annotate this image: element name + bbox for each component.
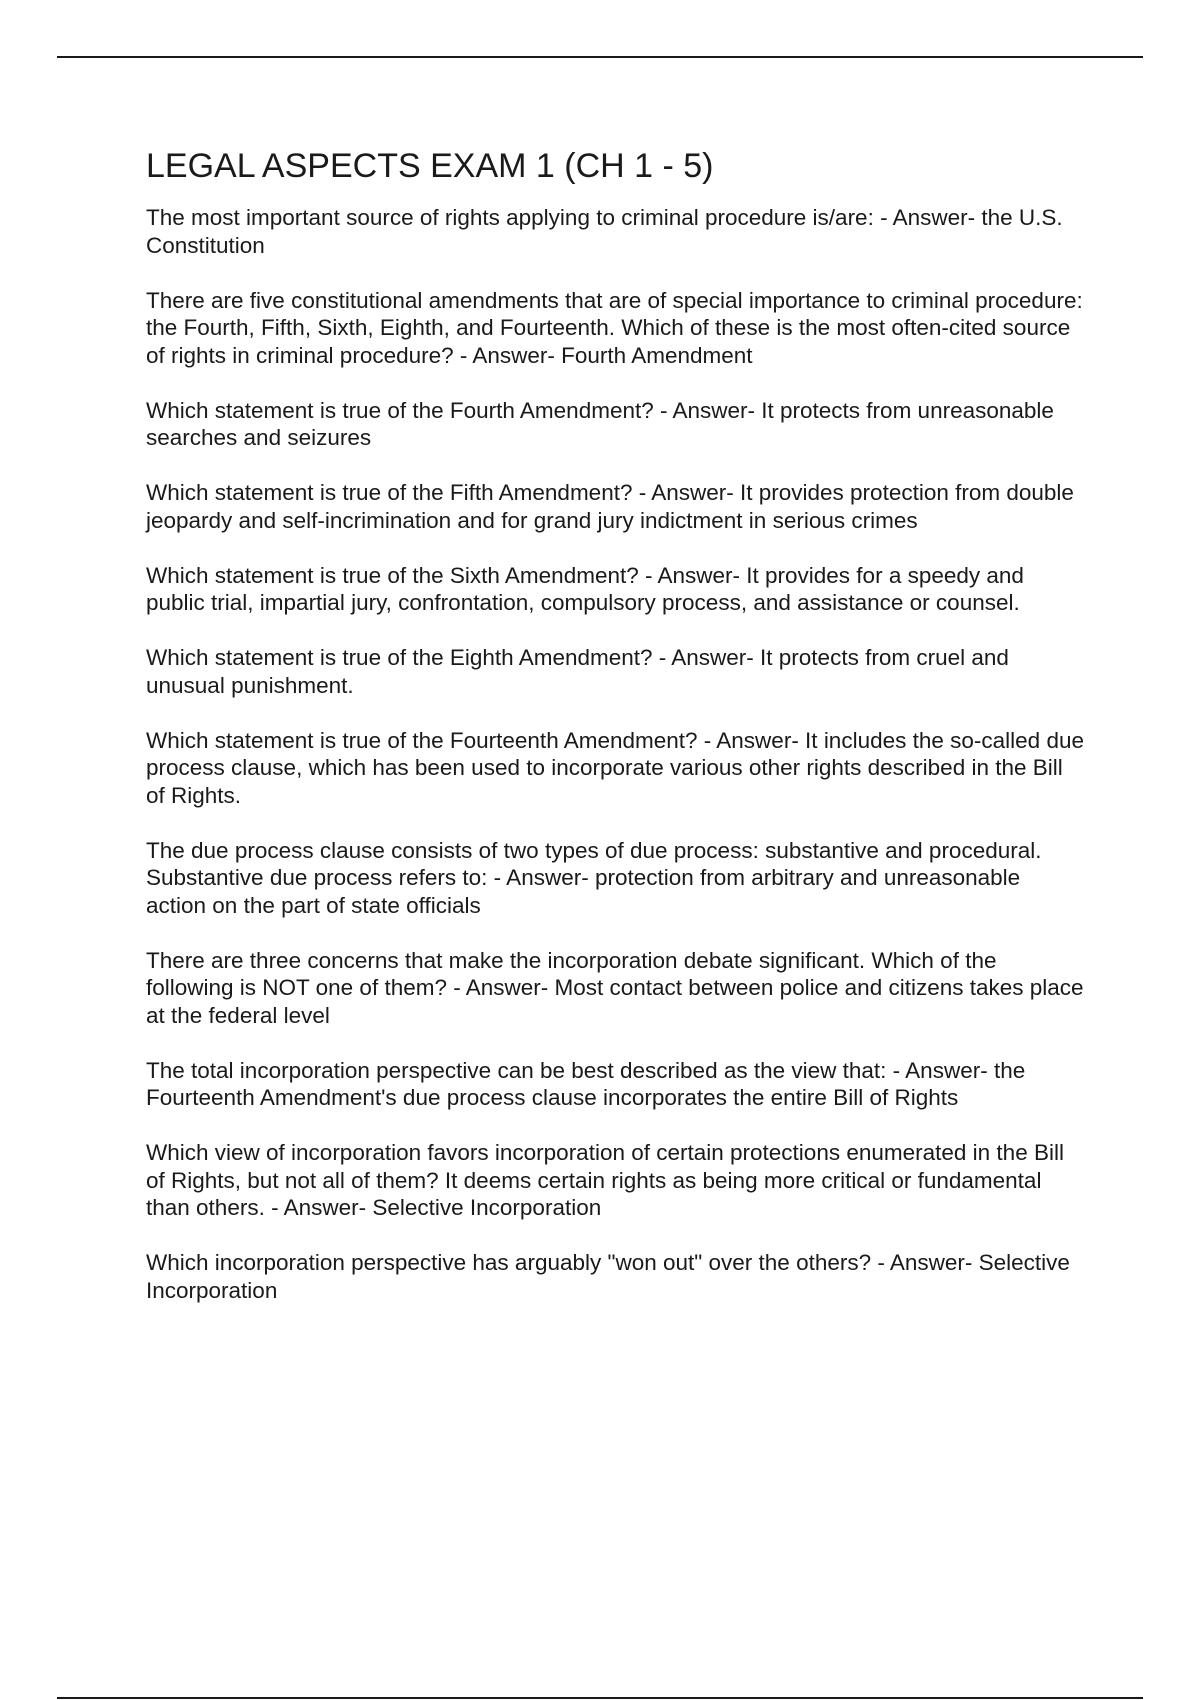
qa-entry-4: Which statement is true of the Fifth Amendment? - Answer- It provides protection from double jeopardy and self-incrimination and for grand jury indictment in serious crimes xyxy=(146,480,1074,533)
qa-entry-11: Which view of incorporation favors incorporation of certain protections enumerated in the Bill of Rights, but not all of them? It deems certain rights as being more critical or fundamental than others. - Answer- Selective Incorporation xyxy=(146,1140,1064,1220)
header-rule xyxy=(57,56,1143,58)
qa-entry-6: Which statement is true of the Eighth Amendment? - Answer- It protects from cruel and unusual punishment. xyxy=(146,645,1009,698)
document-body xyxy=(146,142,1086,1332)
qa-entry-5: Which statement is true of the Sixth Amendment? - Answer- It provides for a speedy and public trial, impartial jury, confrontation, compulsory process, and assistance or counsel. xyxy=(146,562,1024,615)
qa-entry-7: Which statement is true of the Fourteenth Amendment? - Answer- It includes the so-called due process clause, which has been used to incorporate various other rights described in the Bill of Rights. xyxy=(146,727,1084,808)
qa-entry-10: The total incorporation perspective can be best described as the view that: - Answer- the Fourteenth Amendment's due process clause incorporates the entire Bill of Rights xyxy=(146,1057,1026,1110)
qa-entry-12: Which incorporation perspective has arguably "won out" over the others? - Answer- Selective Incorporation xyxy=(146,1250,1070,1303)
qa-entry-3: Which statement is true of the Fourth Amendment? - Answer- It protects from unreasonable searches and seizures xyxy=(146,397,1054,450)
qa-entry-1: The most important source of rights applying to criminal procedure is/are: - Answer- the U.S. Constitution xyxy=(146,205,1063,258)
footer-rule xyxy=(57,1697,1143,1699)
qa-entry-8: The due process clause consists of two types of due process: substantive and procedural. Substantive due process refers to: - Answer- protection from arbitrary and unreasonable action on the part of state officials xyxy=(146,837,1042,918)
document-title: LEGAL ASPECTS EXAM 1 (CH 1 - 5) xyxy=(146,147,714,185)
qa-entry-2: There are five constitutional amendments that are of special importance to criminal procedure: the Fourth, Fifth, Sixth, Eighth, and Fourteenth. Which of these is the most often-cited source of rights in criminal procedure? - Answer- Fourth Amendment xyxy=(146,287,1083,368)
qa-entry-9: There are three concerns that make the incorporation debate significant. Which of the following is NOT one of them? - Answer- Most contact between police and citizens takes place at the federal level xyxy=(146,947,1084,1028)
